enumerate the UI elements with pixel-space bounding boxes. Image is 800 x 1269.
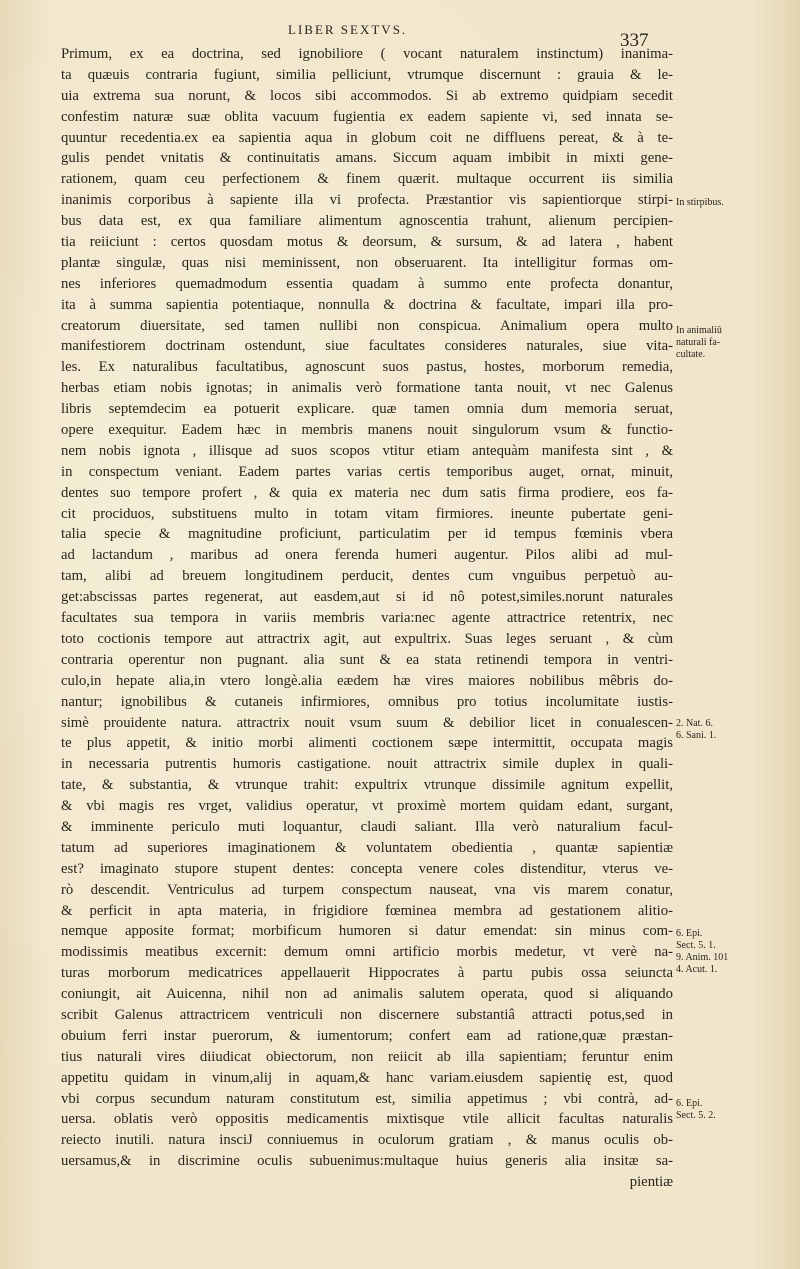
- text-line: appetitu quidam in vinum,alij in aquam,& hanc variam.eiusdem sapientię est, quod: [61, 1069, 673, 1086]
- text-line: obuium ferri instar puerorum, & iumentorum; confert eam ad ratione,quæ præstan-: [61, 1027, 673, 1044]
- text-line: in necessaria putrentis humoris castigatione. nouit attractrix simile duplex in quali-: [61, 756, 673, 773]
- text-line: herbas etiam nobis ignotas; in animalis verò formatione tanta nouit, vt nec Galenus: [61, 380, 673, 397]
- text-line: tam, alibi ad breuem longitudinem perducit, dentes cum vnguibus perpetuò au-: [61, 568, 673, 585]
- marginal-note-line: naturali fa-: [676, 337, 721, 348]
- text-line: est? imaginato stupore stupent dentes: concepta venere coles distenditur, vterus ve-: [61, 860, 673, 877]
- text-line: opere exequitur. Eadem hæc in membris manens nouit singulorum vsum & functio-: [61, 422, 673, 439]
- marginal-note-line: 2. Nat. 6.: [676, 718, 713, 729]
- text-line: uersamus,& in discrimine oculis subuenimus:multaque huius generis alia insitæ sa-: [61, 1153, 673, 1170]
- text-line: rationem, quam ceu perfectionem & finem quærit. multaque occurrent iis similia: [61, 171, 673, 188]
- marginal-note-line: Sect. 5. 1.: [676, 940, 716, 951]
- main-text-block: [61, 44, 673, 1193]
- text-line: get:abscissas partes regenerat, aut easdem,aut si id nô potest,similes.norunt naturales: [61, 589, 673, 606]
- catchword: pientiæ: [629, 1174, 673, 1191]
- text-line: culo,in hepate alia,in vtero longè.alia eædem hæ vires maiores nobilibus mêbris do-: [61, 672, 673, 689]
- text-line: plantæ singulæ, quas nisi meminissent, non obseruarent. Ita intelligitur formas om-: [61, 254, 673, 271]
- marginal-note-line: In stirpibus.: [676, 197, 724, 208]
- text-line: cit prociduos, substituens multo in totam vitam firmiores. ineunte pubertate geni-: [61, 505, 673, 522]
- text-line: talia specie & magnitudine proficiunt, particulatim per id tempus fœminis vbera: [61, 526, 673, 543]
- marginal-note-line: 9. Anim. 101: [676, 952, 729, 963]
- text-line: tia reiiciunt : certos quosdam motus & deorsum, & sursum, & ad latera , habent: [61, 234, 673, 251]
- marginal-note-line: Sect. 5. 2.: [676, 1110, 716, 1121]
- text-line: scribit Galenus attractricem ventriculi non discernere substantiâ attracti potus,sed in: [61, 1006, 673, 1023]
- marginal-note-line: cultate.: [676, 349, 706, 360]
- text-line: turas morborum medicatrices appellauerit Hippocrates à partu pubis ossa seiuncta: [61, 965, 673, 982]
- marginal-note-line: 6. Sani. 1.: [676, 730, 717, 741]
- text-line: libris septemdecim ea potuerit explicare. quæ tamen omnia dum memoria seruat,: [61, 401, 673, 418]
- marginal-note-line: 6. Epi.: [676, 928, 703, 939]
- marginal-note-line: In animaliû: [676, 325, 722, 336]
- text-line: in conspectum veniant. Eadem partes varias certis temporibus auget, ornat, minuit,: [61, 463, 673, 480]
- text-line: & vbi magis res vrget, validius operatur, vt proximè mortem quidam edant, surgant,: [61, 798, 673, 815]
- text-line: facultates sua tempora in variis membris varia:nec agente attractrice retentrix, nec: [61, 610, 673, 627]
- text-line: tate, & substantia, & vtrunque trahit: expultrix vtrunque dissimile agnitum expellit,: [61, 777, 673, 794]
- text-line: creatorum diuersitate, sed tamen nullibi non conspicua. Animalium opera multo: [61, 317, 673, 334]
- text-line: nantur; ignobilibus & cutaneis infirmiores, omnibus pro totius incolumitate iustis-: [61, 693, 673, 710]
- text-line: quuntur recedentia.ex ea sapientia aqua in globum coit ne diffluens pereat, & à te-: [61, 129, 673, 146]
- text-line: reiecto inutili. natura insciJ conniuemus in oculorum gratiam , & manus oculis ob-: [61, 1132, 673, 1149]
- page-header: [0, 22, 800, 51]
- text-line: contraria operentur non pugnant. alia sunt & ea stata retinendi tempora in ventri-: [61, 651, 673, 668]
- text-line: inanimis corporibus à sapiente illa vi profecta. Præstantior vis sapientiorque stirpi-: [61, 192, 673, 209]
- text-line: ta quæuis contraria fugiunt, similia pelliciunt, vtrumque discernunt : grauia & le-: [61, 66, 673, 83]
- text-line: nem nobis ignota , illisque ad suos scopos vtitur etiam antequàm manifesta sint , &: [61, 442, 673, 459]
- text-line: modissimis meatibus excernit: demum omni artificio morbis medetur, vt verè na-: [61, 944, 673, 961]
- text-line: bus data est, ex qua familiare alimentum agnoscentia trahunt, alienum percipien-: [61, 213, 673, 230]
- marginal-note-line: 4. Acut. 1.: [676, 964, 718, 975]
- text-line: nemque apposite format; morbificum humoren si datur emendat: sin minus com-: [61, 923, 673, 940]
- marginal-note-epi-anim-acut: [676, 928, 728, 976]
- text-line: & imminente periculo muti loquantur, claudi saliant. Illa verò naturalium facul-: [61, 818, 673, 835]
- text-line: dentes suo tempore profert , & quia ex materia nec dum satis firma prodiere, eos fa-: [61, 484, 673, 501]
- text-line: ad lactandum , maribus ad onera ferenda humeri augentur. Pilos alibi ad mul-: [61, 547, 673, 564]
- marginal-note-line: 6. Epi.: [676, 1098, 703, 1109]
- text-line: uia extrema sua norunt, & locos sibi accommodos. Si ab extremo quidpiam secedit: [61, 87, 673, 104]
- text-line: & perficit in apta materia, in frigidiore fœminea membra ad gestationem alitio-: [61, 902, 673, 919]
- text-line: coniungit, ait Auicenna, nihil non ad animalis salutem operata, quod si aliquando: [61, 986, 673, 1003]
- text-line: gulis pendet vnitatis & continuitatis amans. Siccum aquam imbibit in mixti gene-: [61, 150, 673, 167]
- text-line: confestim naturæ suæ oblita vacuum fugientia ex eadem sapiente vi, sed innata se-: [61, 108, 673, 125]
- text-line: tius naturali vires diiudicat obiectorum, non reiicit ab illa sapientiam; feruntur enim: [61, 1048, 673, 1065]
- marginal-note-nat-sani: [676, 718, 716, 742]
- marginal-note-stirpibus: [676, 197, 724, 209]
- text-line: nes inferiores quemadmodum essentia quadam à summo ente profecta donantur,: [61, 275, 673, 292]
- text-line: uersa. oblatis verò oppositis medicamentis mixtisque vtile allicit facultas naturalis: [61, 1111, 673, 1128]
- marginal-note-animalium: [676, 325, 722, 361]
- text-line: manifestiorem doctrinam ostendunt, siue facultates consideres naturales, siue vita-: [61, 338, 673, 355]
- text-line: tatum ad superiores imaginationem & voluntatem obedientia , quantæ sapientiæ: [61, 839, 673, 856]
- text-line: vbi corpus secundum naturam constitutum est, similia appetimus ; vbi contrà, ad-: [61, 1090, 673, 1107]
- text-line: te plus appetit, & initio morbi alimenti coctionem sæpe intermittit, occupata magis: [61, 735, 673, 752]
- text-line: Primum, ex ea doctrina, sed ignobiliore ( vocant naturalem instinctum) inanima-: [61, 46, 673, 62]
- text-line: simè prouidente natura. attractrix nouit vsum suum & debilior licet in conualescen-: [61, 714, 673, 731]
- text-line: toto coctionis tempore aut attractrix agit, aut expultrix. Suas leges seruant , & cùm: [61, 630, 673, 647]
- text-line: rò descendit. Ventriculus ad turpem conspectum nauseat, vna vis marem conatur,: [61, 881, 673, 898]
- text-line: les. Ex naturalibus facultatibus, agnoscunt suos pastus, hostes, morborum remedia,: [61, 359, 673, 376]
- page-number: 337: [620, 30, 649, 51]
- text-line: ita à summa sapientia potentiaque, nonnulla & doctrina & facultate, impari illa pro-: [61, 296, 673, 313]
- marginal-note-epi-sect: [676, 1098, 716, 1122]
- running-head: LIBER SEXTVS.: [288, 22, 408, 37]
